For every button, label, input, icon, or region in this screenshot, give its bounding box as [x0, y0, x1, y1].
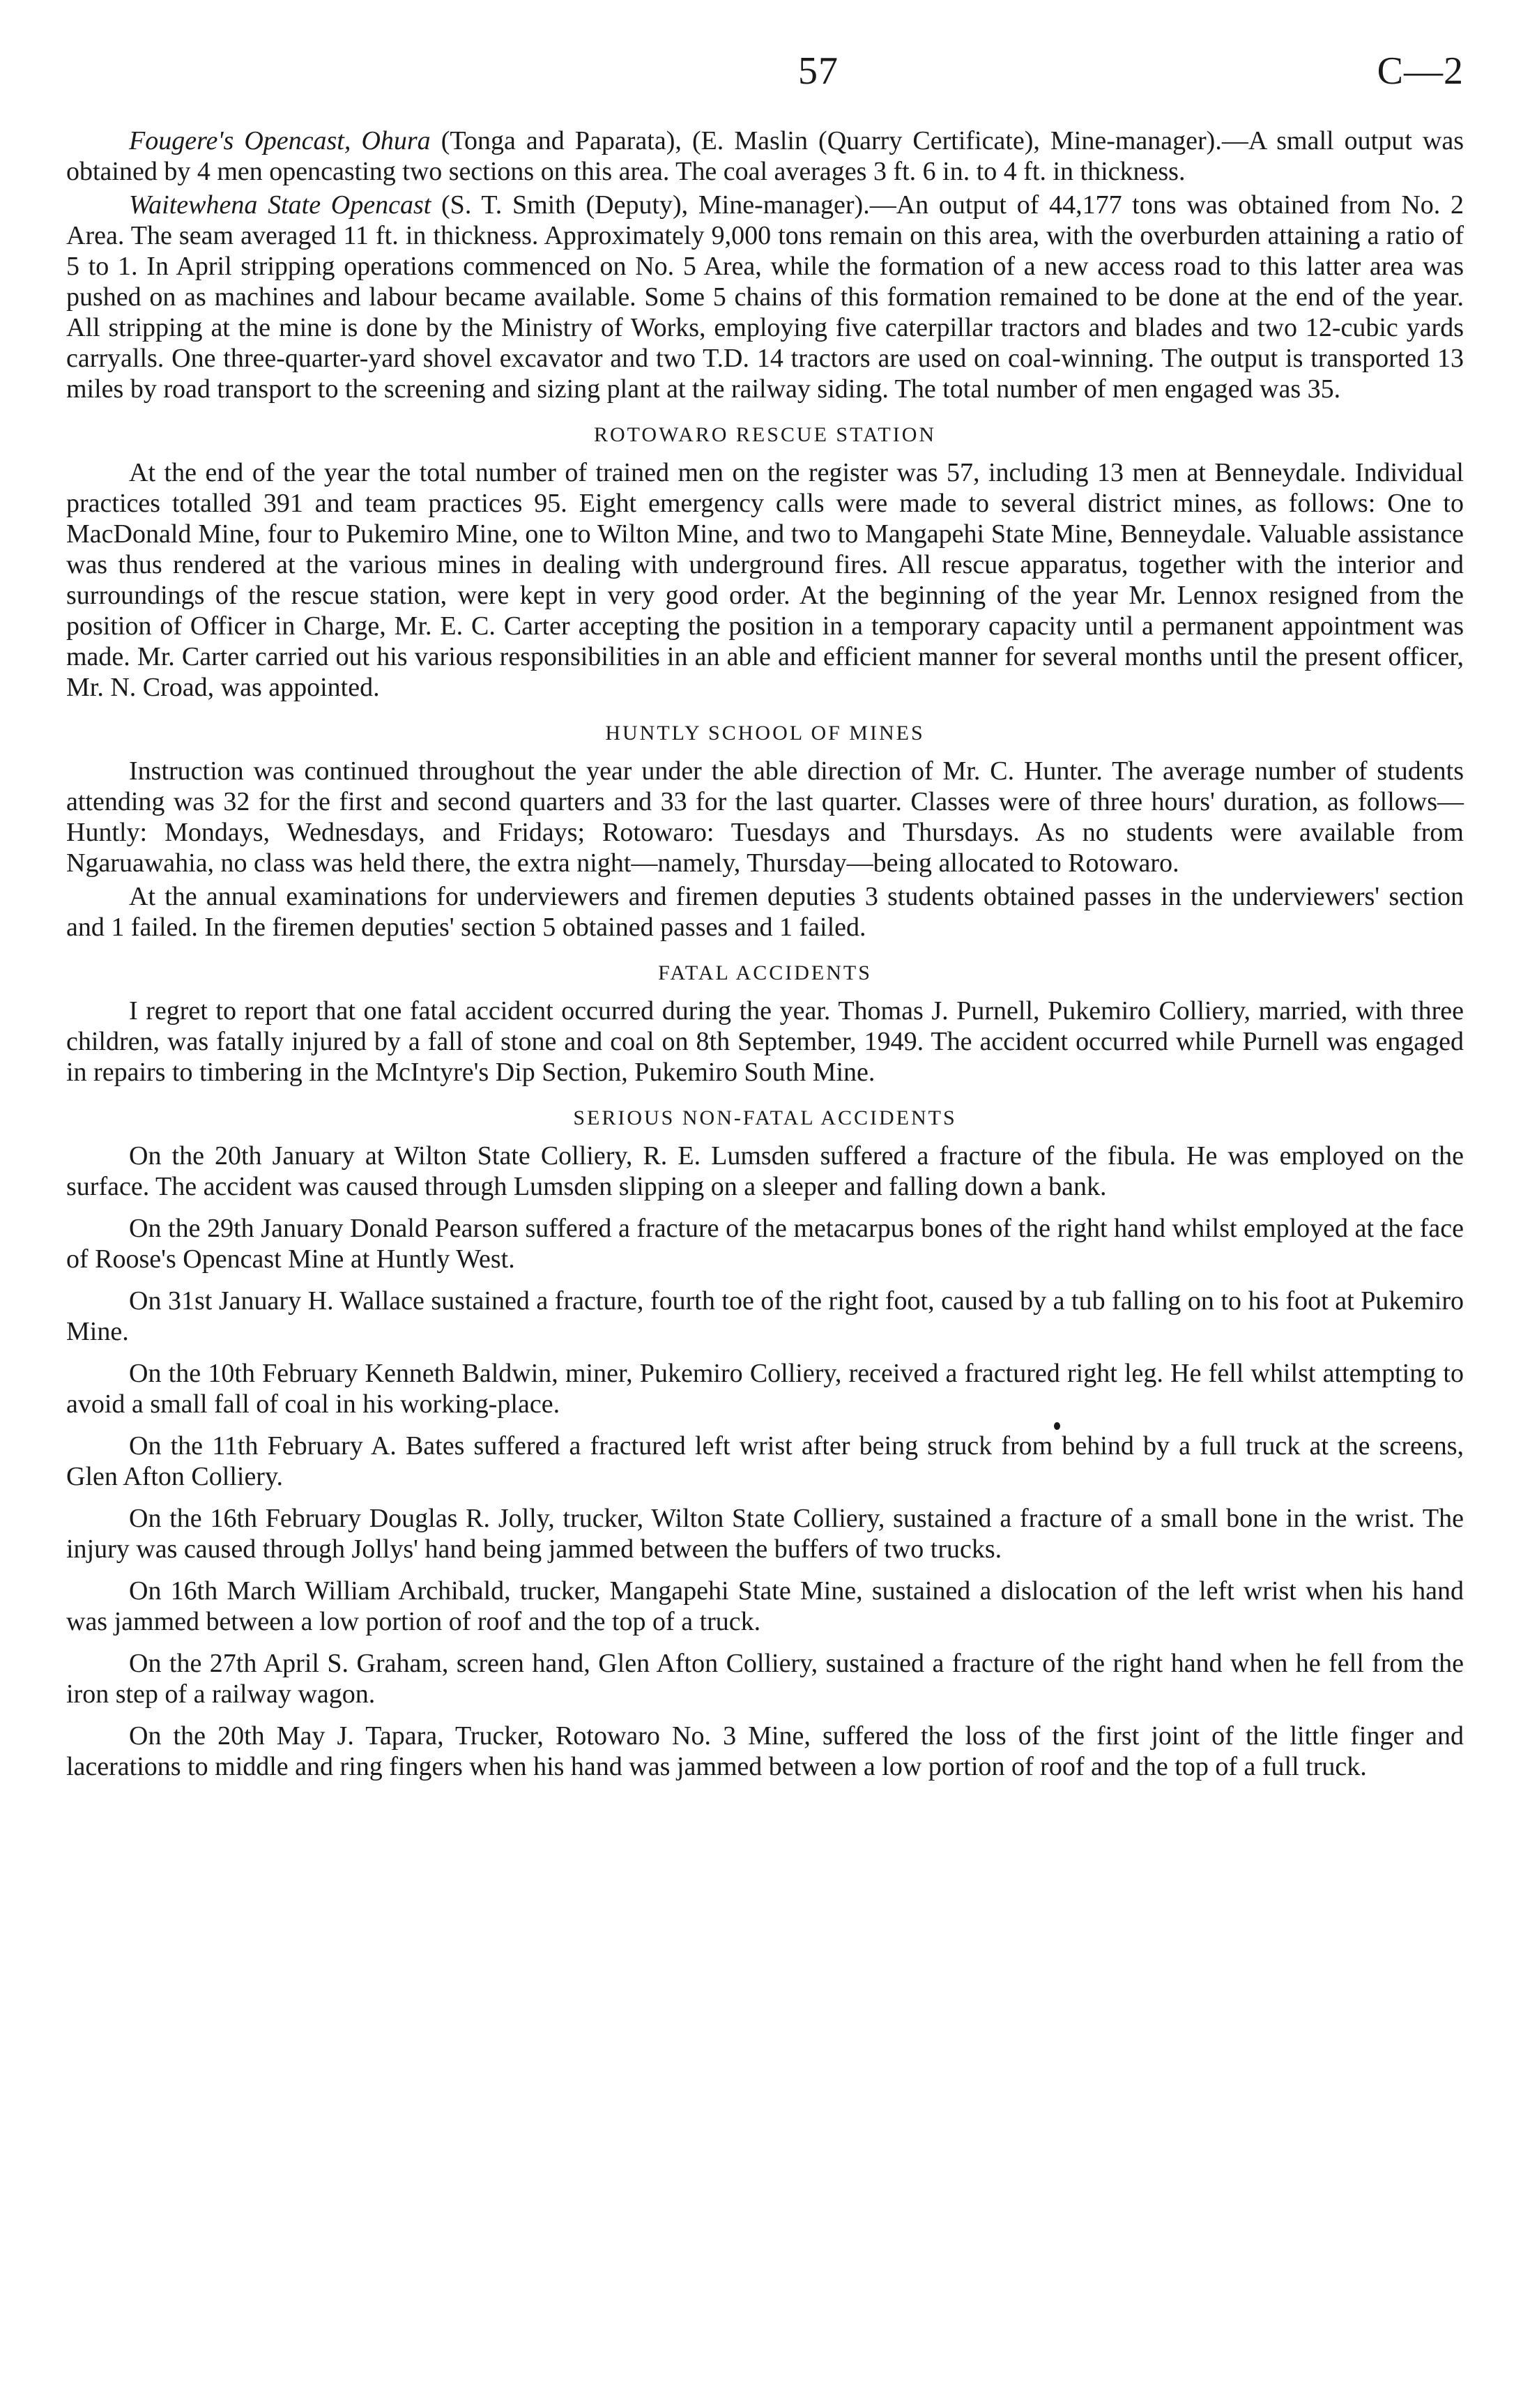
non-fatal-accidents-heading: SERIOUS NON-FATAL ACCIDENTS: [573, 1106, 957, 1129]
school-of-mines-paragraph-2: At the annual examinations for underviewers and firemen deputies 3 students obtained passes in the underviewers' section and 1 failed. In the firemen deputies' section 5 obtained passes and 1 failed.: [66, 882, 1464, 942]
page-header: [66, 49, 1464, 125]
fatal-accidents-heading: FATAL ACCIDENTS: [658, 961, 872, 984]
accident-item: On the 27th April S. Graham, screen hand, Glen Afton Colliery, sustained a fracture of the right hand when he fell from the iron step of a railway wagon.: [66, 1649, 1464, 1709]
waitewhena-opencast-paragraph: [66, 190, 1464, 404]
accident-item: On 31st January H. Wallace sustained a fracture, fourth toe of the right foot, caused by a tub falling on to his foot at Pukemiro Mine.: [66, 1286, 1464, 1346]
accident-item: On the 11th February A. Bates suffered a fractured left wrist after being struck from behind by a full truck at the screens, Glen Afton Colliery.: [66, 1431, 1464, 1491]
accident-item: On the 10th February Kenneth Baldwin, miner, Pukemiro Colliery, received a fractured right leg. He fell whilst attempting to avoid a small fall of coal in his working-place.: [66, 1359, 1464, 1419]
fatal-accidents-paragraph: I regret to report that one fatal accident occurred during the year. Thomas J. Purnell, Pukemiro Colliery, married, with three children, was fatally injured by a fall of stone and coal on 8th September, 1949. The accident occurred while Purnell was engaged in repairs to timbering in the McIntyre's Dip Section, Pukemiro South Mine.: [66, 996, 1464, 1087]
waitewhena-opencast-title: Waitewhena State Opencast: [129, 190, 431, 220]
rescue-station-heading: ROTOWARO RESCUE STATION: [593, 423, 937, 446]
accident-item: On the 29th January Donald Pearson suffered a fracture of the metacarpus bones of the right hand whilst employed at the face of Roose's Opencast Mine at Huntly West.: [66, 1214, 1464, 1274]
document-body: [66, 125, 1464, 1782]
accident-item: On the 16th February Douglas R. Jolly, trucker, Wilton State Colliery, sustained a fracture of a small bone in the wrist. The injury was caused through Jollys' hand being jammed between the buffers of two trucks.: [66, 1504, 1464, 1564]
accident-item: On the 20th May J. Tapara, Trucker, Rotowaro No. 3 Mine, suffered the loss of the first joint of the little finger and lacerations to middle and ring fingers when his hand was jammed between a low portion of roof and the top of a full truck.: [66, 1721, 1464, 1781]
school-of-mines-heading: HUNTLY SCHOOL OF MINES: [605, 722, 925, 745]
school-of-mines-paragraph-1: Instruction was continued throughout the year under the able direction of Mr. C. Hunter. The average number of students attending was 32 for the first and second quarters and 33 for the last quarter. Classes were of three hours' duration, as follows—Huntly: Mondays, Wednesdays, and Fridays; Rotowaro: Tuesdays and Thursdays. As no students were available from Ngaruawahia, no class was held there, the extra night—namely, Thursday—being allocated to Rotowaro.: [66, 756, 1464, 878]
accident-item: On the 20th January at Wilton State Colliery, R. E. Lumsden suffered a fracture of the fibula. He was employed on the surface. The accident was caused through Lumsden slipping on a sleeper and falling down a bank.: [66, 1141, 1464, 1201]
rescue-station-paragraph: At the end of the year the total number of trained men on the register was 57, including 13 men at Benneydale. Individual practices totalled 391 and team practices 95. Eight emergency calls were made to several district mines, as follows: One to MacDonald Mine, four to Pukemiro Mine, one to Wilton Mine, and two to Mangapehi State Mine, Benneydale. Valuable assistance was thus rendered at the various mines in dealing with underground fires. All rescue apparatus, together with the interior and surroundings of the rescue station, were kept in very good order. At the beginning of the year Mr. Lennox resigned from the position of Officer in Charge, Mr. E. C. Carter accepting the position in a temporary capacity until a permanent appointment was made. Mr. Carter carried out his various responsibilities in an able and efficient manner for several months until the present officer, Mr. N. Croad, was appointed.: [66, 458, 1464, 702]
fougere-opencast-text: (Tonga and Paparata), (E. Maslin (Quarry Certificate), Mine-manager).—A small output was obtained by 4 men opencasting two sections on this area. The coal averages 3 ft. 6 in. to 4 ft. in thickness.: [66, 126, 1464, 186]
fougere-opencast-title: Fougere's Opencast, Ohura: [129, 126, 431, 155]
ink-dot: [1054, 1422, 1060, 1430]
waitewhena-opencast-text: (S. T. Smith (Deputy), Mine-manager).—An output of 44,177 tons was obtained from No. 2 Area. The seam averaged 11 ft. in thickness. Approximately 9,000 tons remain on this area, with the overburden attaining a ratio of 5 to 1. In April stripping operations commenced on No. 5 Area, while the formation of a new access road to this latter area was pushed on as machines and labour became available. Some 5 chains of this formation remained to be done at the end of the year. All stripping at the mine is done by the Ministry of Works, employing five caterpillar tractors and blades and two 12-cubic yards carryalls. One three-quarter-yard shovel excavator and two T.D. 14 tractors are used on coal-winning. The output is transported 13 miles by road transport to the screening and sizing plant at the railway siding. The total number of men engaged was 35.: [66, 190, 1464, 404]
document-code: C—2: [1377, 49, 1464, 93]
fougere-opencast-paragraph: [66, 125, 1464, 187]
page-number: 57: [798, 49, 839, 93]
accident-item: On 16th March William Archibald, trucker, Mangapehi State Mine, sustained a dislocation of the left wrist when his hand was jammed between a low portion of roof and the top of a truck.: [66, 1576, 1464, 1636]
